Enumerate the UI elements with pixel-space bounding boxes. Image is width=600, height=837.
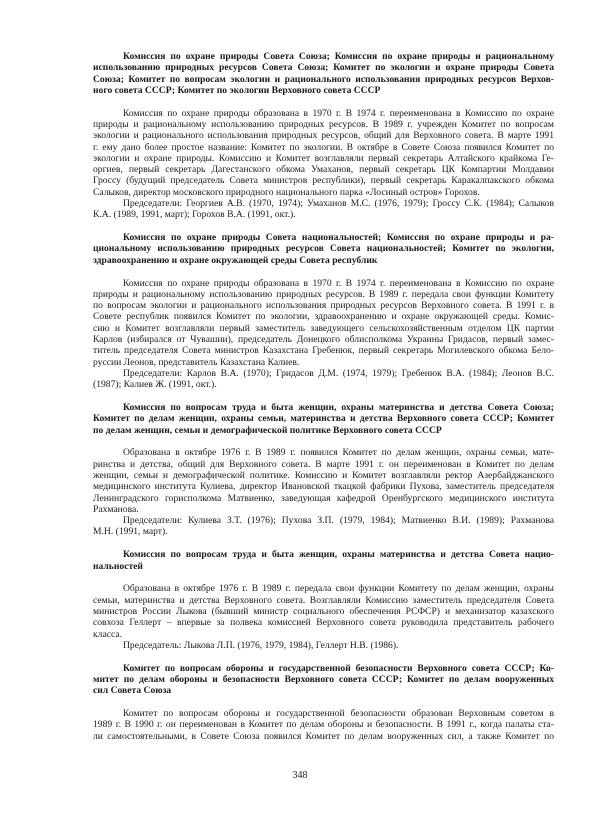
body-line: оргиев, первый секретарь Дагестанского обкома Умаханов, первый секретарь ЦК Компартии Молдавии <box>93 164 554 176</box>
body-line: Комитет по вопросам обороны и государственной безопасности образован Верховным советом в <box>123 708 554 720</box>
body-line: Совете республик появился Комитет по экологии, здравоохранению и охране окружающей среды. Комис- <box>93 311 554 323</box>
section-heading <box>93 402 554 436</box>
body-line: Комиссия по охране природы образована в 1970 г. В 1974 г. переименована в Комиссию по охране <box>123 107 554 119</box>
body-line: природы и рациональному использованию природных ресурсов. В 1989 г. учрежден Комитет по вопросам <box>93 118 554 130</box>
section-ecology-nationalities <box>93 232 554 390</box>
heading-line: митет по делам обороны и безопасности Верховного совета СССР; Комитет по делам вооруженных <box>93 673 554 685</box>
section-chairs <box>93 368 554 391</box>
body-line: по вопросам экологии и рационального использования природных ресурсов Верховного совета. В 1991 г. в <box>93 300 554 312</box>
heading-line: Комиссия по охране природы Совета Союза; Комиссия по охране природы и рациональному <box>123 51 554 62</box>
heading-line: ного совета СССР; Комитет по экологии Верховного совета СССР <box>93 84 381 96</box>
section-ecology-soviet-union <box>93 51 554 221</box>
body-line: женщин, семьи и демографической политике. Комиссию и Комитет возглавляли ректор Азербайджанского <box>93 470 554 481</box>
body-line: Ленинградского горисполкома Матвиенко, заведующая кафедрой Оренбургского медицинского института <box>93 492 554 504</box>
chairs-line: Председатели: Карлов В.А. (1970); Гридасов Д.М. (1974, 1979); Гребенюк В.А. (1984); Леонов В.С. <box>123 367 554 379</box>
section-body <box>93 278 554 368</box>
heading-line: Комиссия по вопросам труда и быта женщин, охраны материнства и детства Совета нацио- <box>123 549 554 561</box>
section-women-soviet-union <box>93 402 554 538</box>
heading-line: Комиссия по охране природы Совета национальностей; Комиссия по охране природы и ра- <box>123 232 554 244</box>
section-body <box>93 108 554 198</box>
body-line: семьи, материнства и детства Верховного совета. Возглавляли Комиссию заместитель председателя Совета <box>93 594 554 606</box>
chairs-line: К.А. (1989, 1991, март); Горохов В.А. (1991, окт.). <box>93 209 296 221</box>
body-line: Карлов (избирался от Чувашии), председатель Донецкого облисполкома Украины Гридасов, первый замес- <box>93 334 554 346</box>
heading-line: нальностей <box>93 560 143 572</box>
document-page <box>93 51 554 742</box>
section-heading <box>93 663 554 697</box>
section-heading <box>93 232 554 266</box>
body-line: ли самостоятельными, в Совете Союза появился Комитет по делам вооруженных сил, а также Комитет по <box>93 730 554 742</box>
body-line: Салыков, директор московского природного национального парка «Лосиный остров» Горохов. <box>93 186 480 198</box>
body-line: ринства и детства, общий для Верховного совета. В марте 1991 г. он переименован в Комитет по делам <box>93 458 554 470</box>
body-line: медицинского института Кулиева, директор Ивановской ткацкой фабрики Пухова, заместитель председателя <box>93 481 554 493</box>
section-chairs <box>93 515 554 538</box>
body-line: природы и рациональному использованию природных ресурсов. В 1989 г. передала свои функции Комитету <box>93 288 554 300</box>
heading-line: Комиссия по вопросам труда и быта женщин, охраны материнства и детства Совета Союза; <box>123 402 554 414</box>
body-line: экологии и рационального использования природных ресурсов, общий для Верховного совета. В марте 1991 <box>93 130 554 142</box>
body-line: титель председателя Совета министров Казахстана Гребенюк, первый секретарь Могилевского обкома Бело- <box>93 345 554 357</box>
body-line: Образована в октябре 1976 г. В 1989 г. появился Комитет по делам женщин, охраны семьи, мате- <box>123 447 554 459</box>
body-line: класса. <box>93 628 122 640</box>
body-line: Гроссу (будущий председатель Совета министров республики), первый секретарь Каракалпакского обкома <box>93 175 554 187</box>
section-chairs <box>93 640 554 651</box>
heading-line: сил Совета Союза <box>93 685 172 697</box>
page-number: 348 <box>292 770 308 781</box>
body-line: Образована в октябре 1976 г. В 1989 г. передала свои функции Комитету по делам женщин, охраны <box>123 583 554 595</box>
body-line: руссии Леонов, представитель Казахстана Калиев. <box>93 356 300 368</box>
body-line: г. ему дано более простое название: Комитет по экологии. В октябре в Совете Союза появился Комитет по <box>93 141 554 153</box>
section-heading <box>93 51 554 96</box>
body-line: Рахманова. <box>93 503 139 515</box>
chairs-line: М.Н. (1991, март). <box>93 526 168 538</box>
heading-line: по делам женщин, семьи и демографической политике Верховного совета СССР <box>93 424 442 436</box>
section-women-nationalities <box>93 549 554 651</box>
chairs-line: Председатель: Лыкова Л.П. (1976, 1979, 1984), Геллерт Н.В. (1986). <box>123 639 399 651</box>
section-body <box>93 447 554 515</box>
heading-line: Союза; Комитет по вопросам экологии и рационального использования природных ресурсов Верхов- <box>93 73 554 85</box>
body-line: министров России Лыкова (бывший министр социального обеспечения РСФСР) и механизатор казахского <box>93 605 554 617</box>
section-body <box>93 708 554 742</box>
body-line: Комиссия по охране природы образована в 1970 г. В 1974 г. переименована в Комиссию по охране <box>123 277 554 289</box>
heading-line: Комитет по делам женщин, охраны семьи, материнства и детства Верховного совета СССР; Комитет <box>93 413 554 425</box>
body-line: экологии и охране природы. Комиссию и Комитет возглавляли первый секретарь Алтайского крайкома Ге- <box>93 152 554 164</box>
section-chairs <box>93 198 554 221</box>
heading-line: использованию природных ресурсов Совета Союза; Комитет по экологии и охране природы Совета <box>93 62 554 74</box>
section-defense <box>93 663 554 742</box>
chairs-line: Председатели: Георгиев А.В. (1970, 1974); Умаханов М.С. (1976, 1979); Гроссу С.К. (1984); Салыков <box>123 198 554 210</box>
chairs-line: Председатели: Кулиева З.Т. (1976); Пухова З.П. (1979, 1984); Матвиенко В.И. (1989); Рахманова <box>123 515 554 527</box>
section-body <box>93 583 554 639</box>
heading-line: циональному использованию природных ресурсов Совета национальностей; Комитет по экологии, <box>93 243 554 255</box>
body-line: совхоза Геллерт – впервые за полвека комиссией Верховного совета руководила представитель рабочего <box>93 617 554 629</box>
body-line: 1989 г. В 1990 г. он переименован в Комитет по делам обороны и безопасности. В 1991 г., когда палаты ста- <box>93 719 554 731</box>
section-heading <box>93 549 554 572</box>
body-line: сию и Комитет возглавляли первый заместитель заведующего сельскохозяйственным отделом ЦК партии <box>93 322 554 334</box>
heading-line: Комитет по вопросам обороны и государственной безопасности Верховного совета СССР; Ко- <box>123 662 554 674</box>
heading-line: здравоохранению и охране окружающей среды Совета республик <box>93 254 378 266</box>
chairs-line: (1987); Калиев Ж. (1991, окт.). <box>93 379 217 391</box>
